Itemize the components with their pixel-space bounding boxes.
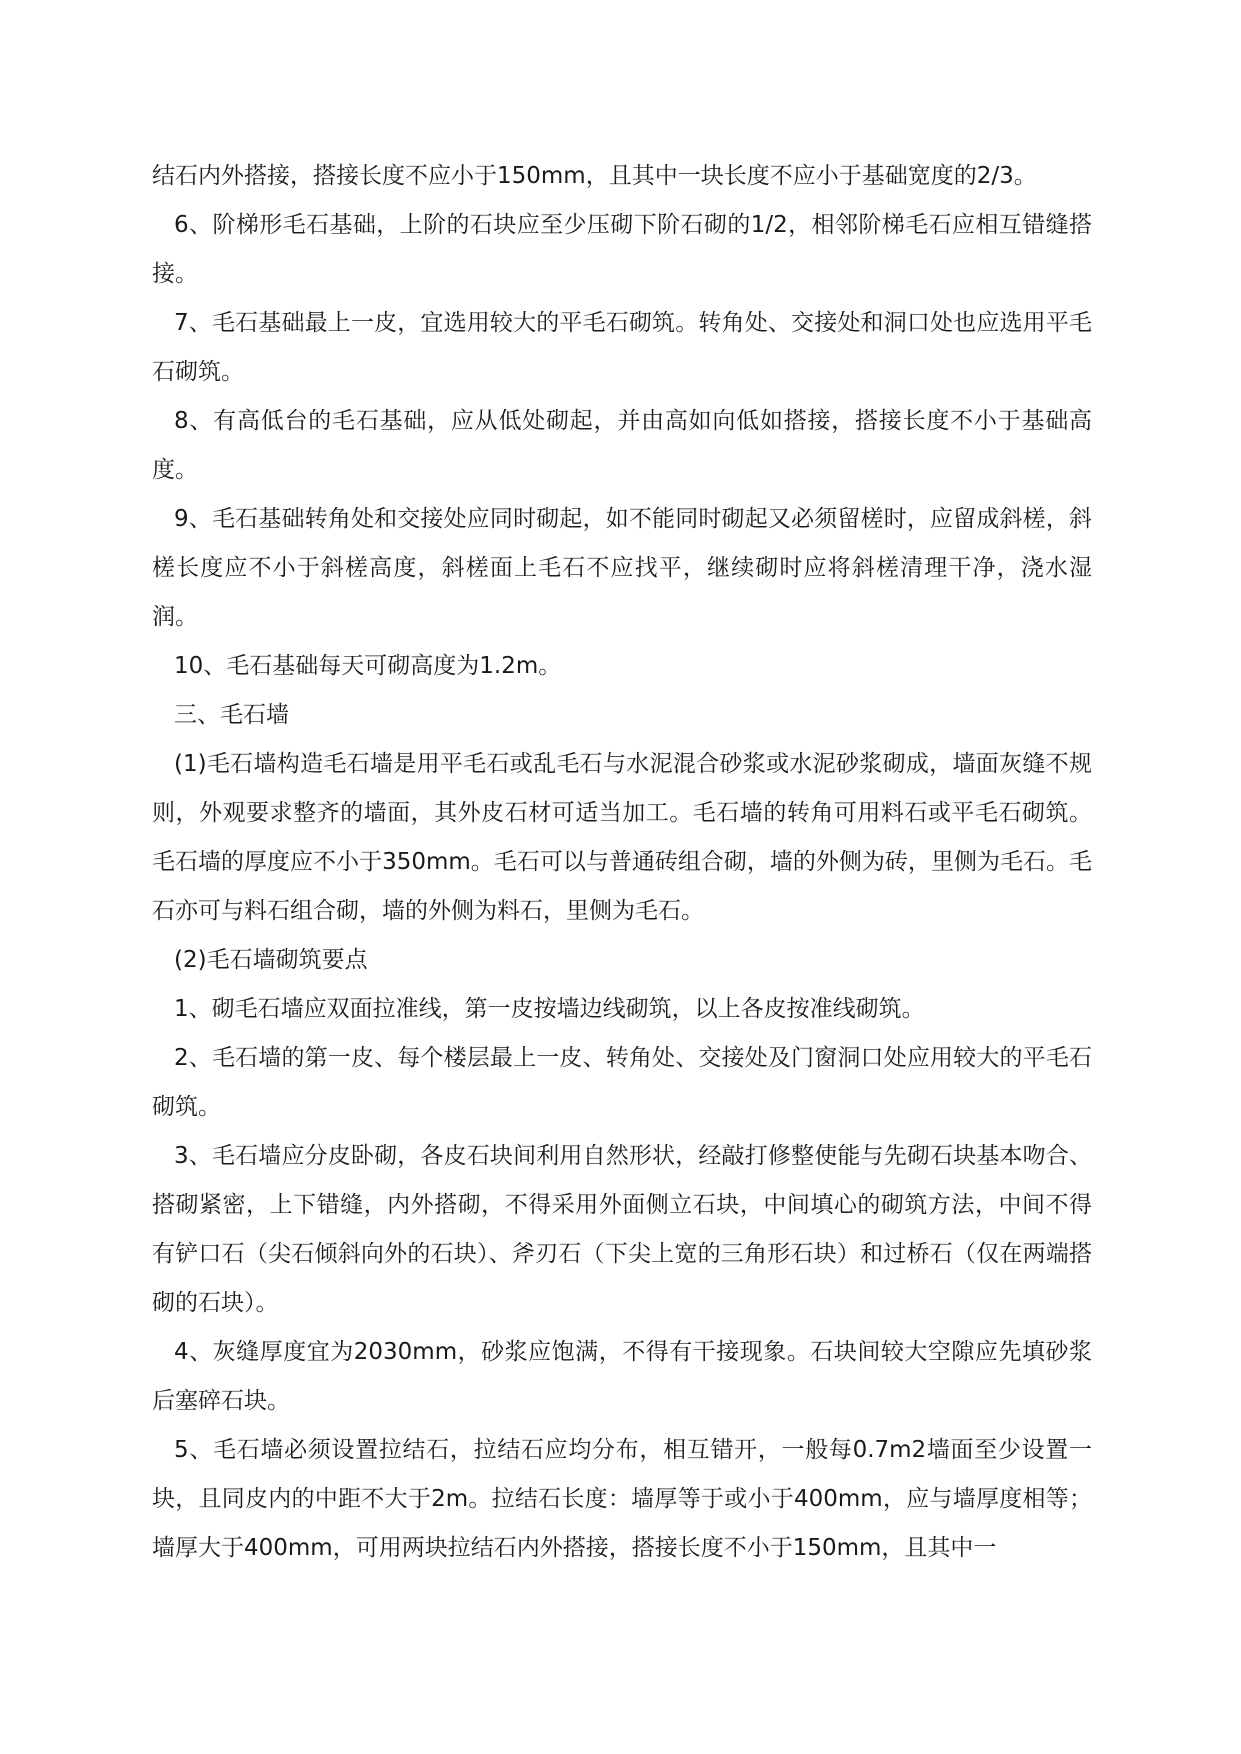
document-page [152, 152, 1092, 1573]
subheading-masonry-points: (2)毛石墙砌筑要点 [174, 947, 368, 973]
paragraph-continuation: 结石内外搭接，搭接长度不应小于150mm，且其中一块长度不应小于基础宽度的2/3。 [152, 163, 1037, 189]
paragraph-wall-construction: (1)毛石墙构造毛石墙是用平毛石或乱毛石与水泥混合砂浆或水泥砂浆砌成，墙面灰缝不规则，外观要求整齐的墙面，其外皮石材可适当加工。毛石墙的转角可用料石或平毛石砌筑。毛石墙的厚度应不小于350mm。毛石可以与普通砖组合砌，墙的外侧为砖，里侧为毛石。毛石亦可与料石组合砌，墙的外侧为料石，里侧为毛石。 [152, 751, 1092, 924]
paragraph-point-4: 4、灰缝厚度宜为2030mm，砂浆应饱满，不得有干接现象。石块间较大空隙应先填砂浆后塞碎石块。 [152, 1339, 1092, 1414]
paragraph-item-6: 6、阶梯形毛石基础，上阶的石块应至少压砌下阶石砌的1/2，相邻阶梯毛石应相互错缝搭接。 [152, 212, 1092, 287]
paragraph-item-7: 7、毛石基础最上一皮，宜选用较大的平毛石砌筑。转角处、交接处和洞口处也应选用平毛石砌筑。 [152, 310, 1092, 385]
paragraph-item-10: 10、毛石基础每天可砌高度为1.2m。 [174, 653, 562, 679]
paragraph-point-3: 3、毛石墙应分皮卧砌，各皮石块间利用自然形状，经敲打修整使能与先砌石块基本吻合、搭砌紧密，上下错缝，内外搭砌，不得采用外面侧立石块，中间填心的砌筑方法，中间不得有铲口石（尖石倾斜向外的石块）、斧刃石（下尖上宽的三角形石块）和过桥石（仅在两端搭砌的石块）。 [152, 1143, 1092, 1316]
paragraph-point-5: 5、毛石墙必须设置拉结石，拉结石应均分布，相互错开，一般每0.7m2墙面至少设置一块，且同皮内的中距不大于2m。拉结石长度：墙厚等于或小于400mm，应与墙厚度相等；墙厚大于400mm，可用两块拉结石内外搭接，搭接长度不小于150mm，且其中一 [152, 1437, 1092, 1561]
paragraph-point-2: 2、毛石墙的第一皮、每个楼层最上一皮、转角处、交接处及门窗洞口处应用较大的平毛石砌筑。 [152, 1045, 1092, 1120]
paragraph-item-8: 8、有高低台的毛石基础，应从低处砌起，并由高如向低如搭接，搭接长度不小于基础高度。 [152, 408, 1092, 483]
paragraph-item-9: 9、毛石基础转角处和交接处应同时砌起，如不能同时砌起又必须留槎时，应留成斜槎，斜槎长度应不小于斜槎高度，斜槎面上毛石不应找平，继续砌时应将斜槎清理干净，浇水湿润。 [152, 506, 1092, 630]
section-heading-rubble-wall: 三、毛石墙 [174, 702, 289, 728]
paragraph-point-1: 1、砌毛石墙应双面拉准线，第一皮按墙边线砌筑，以上各皮按准线砌筑。 [174, 996, 925, 1022]
